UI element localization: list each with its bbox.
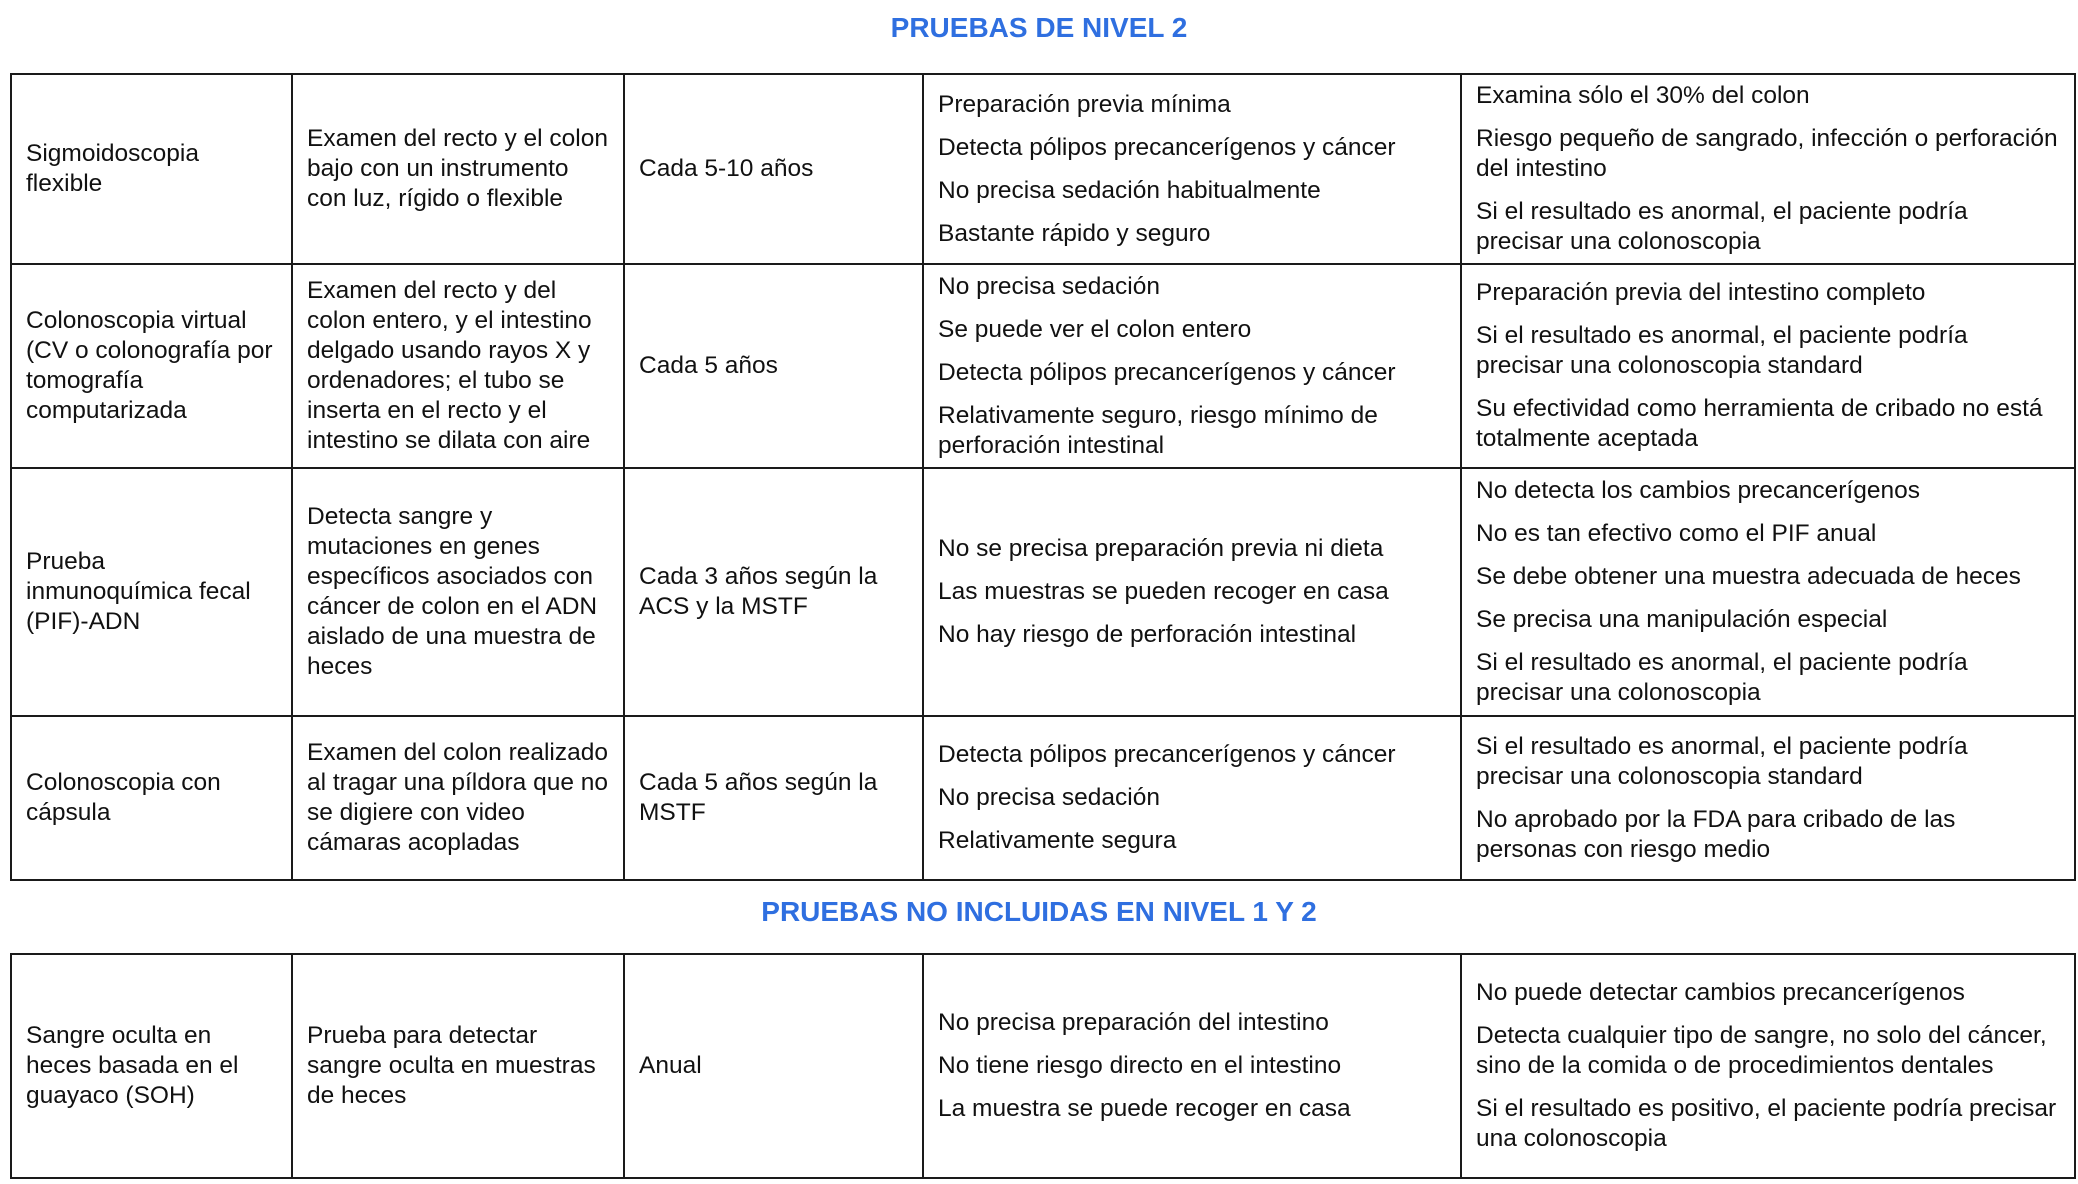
advantages-cell [923, 264, 1461, 468]
test-name-cell: Sangre oculta en heces basada en el guayaco (SOH) [11, 954, 292, 1178]
disadvantage-item: No puede detectar cambios precancerígenos [1476, 979, 1965, 1006]
test-name-cell: Colonoscopia virtual (CV o colonografía por tomografía computarizada [11, 264, 292, 468]
advantage-item: Se puede ver el colon entero [938, 315, 1252, 343]
disadvantages-cell [1461, 74, 2075, 264]
description-cell: Examen del recto y del colon entero, y el intestino delgado usando rayos X y ordenadores; el tubo se inserta en el recto y el intestino se dilata con aire [292, 264, 624, 468]
disadvantage-item: Si el resultado es anormal, el paciente podría precisar una colonoscopia [1476, 198, 1968, 255]
test-name-cell: Colonoscopia con cápsula [11, 716, 292, 880]
disadvantage-item: Se precisa una manipulación especial [1476, 606, 1888, 633]
disadvantages-cell [1461, 264, 2075, 468]
advantage-item: Detecta pólipos precancerígenos y cáncer [938, 133, 1396, 161]
description-cell: Prueba para detectar sangre oculta en muestras de heces [292, 954, 624, 1178]
disadvantage-item: Detecta cualquier tipo de sangre, no solo del cáncer, sino de la comida o de procedimientos dentales [1476, 1022, 2047, 1079]
advantage-item: La muestra se puede recoger en casa [938, 1095, 1351, 1122]
section-heading-level-2: PRUEBAS DE NIVEL 2 [890, 12, 1188, 43]
disadvantage-item: Si el resultado es anormal, el paciente podría precisar una colonoscopia standard [1476, 322, 1968, 379]
advantages-cell [923, 716, 1461, 880]
frequency-cell: Cada 3 años según la ACS y la MSTF [624, 468, 923, 716]
advantage-item: Las muestras se pueden recoger en casa [938, 578, 1389, 605]
advantage-item: Relativamente segura [938, 827, 1177, 854]
table-row [11, 954, 2075, 1178]
table-row [11, 468, 2075, 716]
section-heading-other-tests: PRUEBAS NO INCLUIDAS EN NIVEL 1 Y 2 [761, 896, 1317, 927]
disadvantage-item: Se debe obtener una muestra adecuada de heces [1476, 563, 2021, 590]
level-2-tests-table [10, 73, 2076, 881]
table-row [11, 264, 2075, 468]
advantage-item: No tiene riesgo directo en el intestino [938, 1052, 1342, 1079]
disadvantages-cell [1461, 954, 2075, 1178]
advantage-item: Relativamente seguro, riesgo mínimo de perforación intestinal [938, 401, 1378, 459]
advantage-item: No hay riesgo de perforación intestinal [938, 621, 1357, 648]
test-name-cell: Prueba inmunoquímica fecal (PIF)-ADN [11, 468, 292, 716]
advantages-cell [923, 954, 1461, 1178]
disadvantage-item: Preparación previa del intestino completo [1476, 279, 1926, 306]
advantages-cell [923, 74, 1461, 264]
frequency-cell: Cada 5-10 años [624, 74, 923, 264]
table-row [11, 74, 2075, 264]
description-cell: Examen del colon realizado al tragar una píldora que no se digiere con video cámaras acopladas [292, 716, 624, 880]
frequency-cell: Cada 5 años [624, 264, 923, 468]
advantage-item: No precisa preparación del intestino [938, 1009, 1329, 1036]
disadvantage-item: Si el resultado es positivo, el paciente podría precisar una colonoscopia [1476, 1095, 2057, 1152]
frequency-cell: Anual [624, 954, 923, 1178]
advantage-item: No precisa sedación habitualmente [938, 176, 1321, 204]
disadvantage-item: Su efectividad como herramienta de cribado no está totalmente aceptada [1476, 395, 2043, 452]
disadvantage-item: No aprobado por la FDA para cribado de las personas con riesgo medio [1476, 805, 1956, 863]
advantage-item: Detecta pólipos precancerígenos y cáncer [938, 741, 1396, 768]
advantage-item: No se precisa preparación previa ni dieta [938, 535, 1384, 562]
disadvantage-item: Si el resultado es anormal, el paciente podría precisar una colonoscopia standard [1476, 732, 1968, 790]
advantage-item: Preparación previa mínima [938, 90, 1231, 118]
disadvantage-item: No detecta los cambios precancerígenos [1476, 477, 1920, 504]
disadvantages-cell [1461, 468, 2075, 716]
disadvantage-item: Riesgo pequeño de sangrado, infección o perforación del intestino [1476, 125, 2058, 182]
advantage-item: Detecta pólipos precancerígenos y cáncer [938, 358, 1396, 386]
advantages-cell [923, 468, 1461, 716]
test-name-cell: Sigmoidoscopia flexible [11, 74, 292, 264]
disadvantage-item: Examina sólo el 30% del colon [1476, 82, 1810, 109]
description-cell: Detecta sangre y mutaciones en genes específicos asociados con cáncer de colon en el ADN aislado de una muestra de heces [292, 468, 624, 716]
table-row [11, 716, 2075, 880]
description-cell: Examen del recto y el colon bajo con un instrumento con luz, rígido o flexible [292, 74, 624, 264]
advantage-item: No precisa sedación [938, 272, 1160, 300]
disadvantage-item: No es tan efectivo como el PIF anual [1476, 520, 1877, 547]
disadvantage-item: Si el resultado es anormal, el paciente podría precisar una colonoscopia [1476, 649, 1968, 706]
advantage-item: No precisa sedación [938, 784, 1160, 811]
other-tests-table [10, 953, 2076, 1179]
frequency-cell: Cada 5 años según la MSTF [624, 716, 923, 880]
disadvantages-cell [1461, 716, 2075, 880]
advantage-item: Bastante rápido y seguro [938, 219, 1211, 247]
